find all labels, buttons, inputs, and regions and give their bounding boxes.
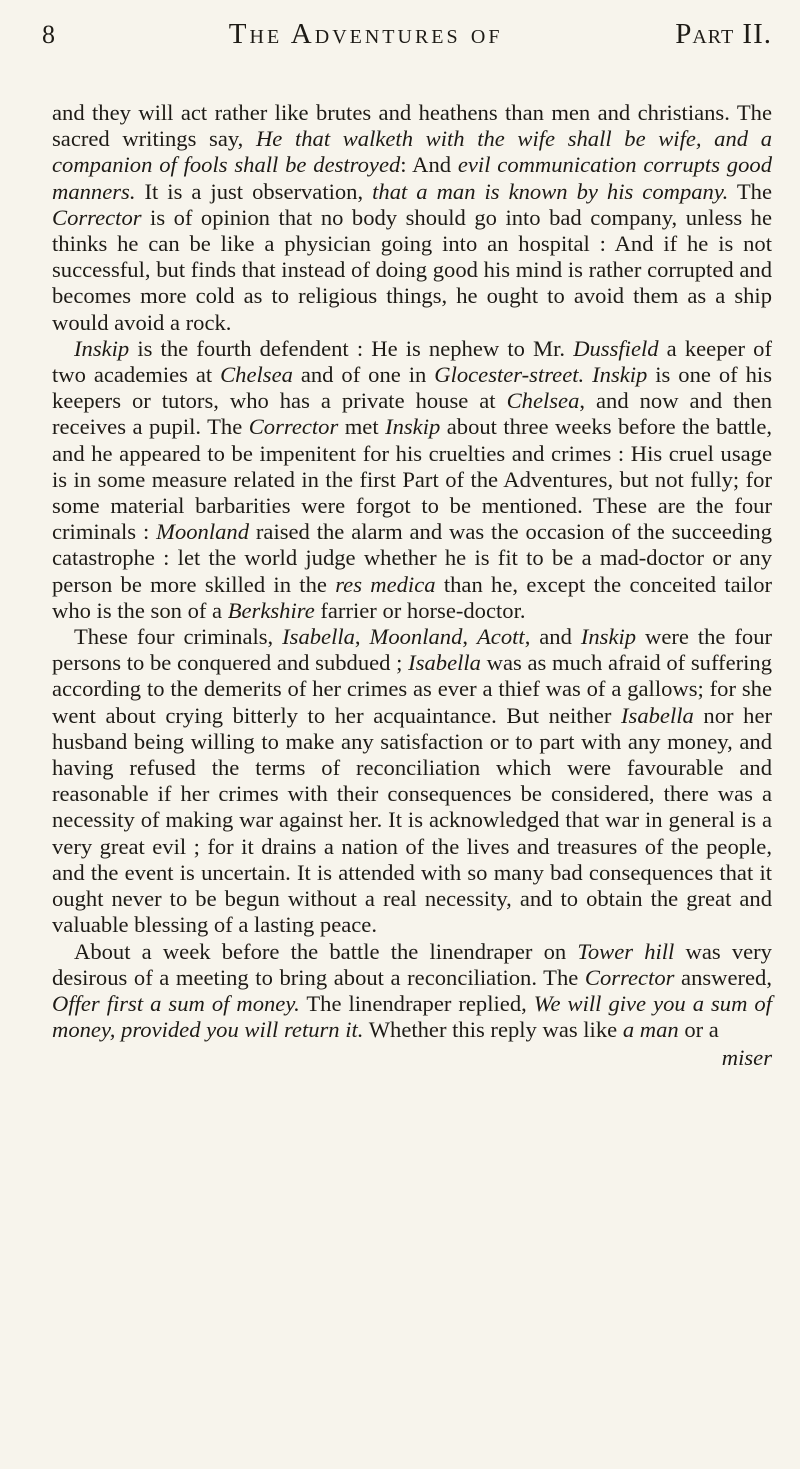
part-label: Part II.: [675, 18, 772, 50]
text-run: nor her husband being willing to make any satisfaction or to part with any money, and having refused the terms of reconciliation which were favourable and reasonable if her crimes with their consequences be considered, there was a necessity of making war against her. It is acknowledged that war in general is a very great evil ; for it drains a nation of the lives and treasures of the people, and the event is uncertain. It is attended with so many bad consequences that it ought never to be begun without a real necessity, and to obtain the great and valuable blessing of a lasting peace.: [52, 702, 772, 938]
catchword: miser: [721, 1045, 772, 1071]
page-number: 8: [42, 20, 56, 49]
body-text: [52, 100, 772, 1043]
text-run: The linendraper replied,: [299, 990, 534, 1016]
running-title: The Adventures of: [228, 18, 503, 50]
italic-text: Corrector: [584, 964, 675, 990]
text-run: raised the alarm and was the occasion of the succeeding catastrophe : let the world judge whether he is fit to be a mad-doctor or any person be more skilled in the: [52, 519, 772, 597]
text-run: was as much afraid of suffering according to the demerits of her crimes as ever a thief was of a gallows; for she went about crying bitterly to her acquaintance. But neither: [52, 650, 773, 728]
italic-text: Isabella: [621, 702, 694, 728]
text-run: , and now and then receives a pupil. The: [52, 388, 773, 440]
italic-text: that a man is known by his company.: [372, 178, 729, 204]
text-run: met: [338, 414, 386, 440]
text-run: or a: [678, 1017, 719, 1043]
italic-text: Moonland: [156, 519, 250, 545]
text-run: ,: [354, 624, 370, 650]
text-run: Whether this reply was like: [363, 1017, 623, 1043]
italic-text: Chelsea: [220, 362, 293, 388]
text-run: and they will act rather like brutes and heathens than men and christians. The sacred writings say,: [52, 100, 772, 152]
text-run: a keeper of two academies at: [52, 335, 772, 388]
italic-text: Dussfield: [573, 335, 659, 361]
italic-text: Chelsea: [506, 388, 580, 414]
italic-text: Berkshire: [227, 597, 315, 623]
text-run: About a week before the battle the linendraper on: [74, 938, 578, 964]
italic-text: Corrector: [248, 414, 339, 440]
italic-text: Glocester-street.: [434, 362, 585, 388]
italic-text: Corrector: [52, 204, 142, 230]
text-run: answered,: [674, 964, 773, 990]
text-run: , and: [524, 624, 581, 650]
italic-text: Offer first a sum of money.: [52, 990, 300, 1016]
italic-text: Inskip: [580, 624, 637, 650]
paragraph: [52, 100, 772, 336]
text-run: than he, except the conceited tailor who is the son of a: [52, 571, 773, 623]
text-run: : And: [400, 152, 458, 178]
italic-text: res medica: [335, 571, 436, 597]
running-head: [42, 18, 772, 62]
italic-text: He that walketh with the wife shall be wife, and a companion of fools shall be destroyed: [52, 126, 772, 178]
italic-text: Inskip: [592, 362, 648, 388]
text-run: It is a just observation,: [135, 178, 373, 204]
paragraph: [52, 939, 772, 1044]
italic-text: Inskip: [74, 335, 130, 361]
text-run: and of one in: [292, 362, 435, 388]
italic-text: a man: [622, 1017, 679, 1043]
text-run: were the four persons to be conquered and subdued ;: [52, 624, 773, 676]
text-run: farrier or horse-doctor.: [314, 597, 526, 623]
text-run: The: [728, 178, 772, 204]
italic-text: evil communication corrupts good manners.: [52, 152, 772, 204]
italic-text: Tower hill: [577, 938, 675, 964]
text-run: These four criminals,: [74, 624, 283, 650]
italic-text: Isabella: [282, 624, 355, 650]
text-run: ,: [462, 624, 477, 650]
italic-text: Acott: [477, 624, 525, 650]
text-run: is of opinion that no body should go into bad company, unless he thinks he can be like a physician going into an hospital : And if he is not successful, but finds that instead of doing good his mind is rather corrupted and becomes more cold as to religious things, he ought to avoid them as a ship would avoid a rock.: [52, 204, 772, 335]
text-run: is one of his keepers or tutors, who has a private house at: [52, 362, 772, 414]
italic-text: We will give you a sum of money, provided you will return it.: [52, 990, 772, 1043]
text-run: was very desirous of a meeting to bring about a reconciliation. The: [52, 938, 772, 990]
paragraph: [52, 624, 772, 938]
paragraph: [52, 336, 772, 624]
italic-text: Isabella: [408, 650, 481, 676]
text-run: [584, 362, 592, 387]
italic-text: Moonland: [369, 624, 463, 650]
italic-text: Inskip: [385, 414, 441, 440]
text-run: is the fourth defendent : He is nephew to Mr.: [129, 335, 574, 361]
text-run: about three weeks before the battle, and he appeared to be impenitent for his cruelties and crimes : His cruel usage is in some measure related in the first Part of the Adventures, but not fully; for some material barbarities were forgot to be mentioned. These are the four criminals :: [52, 414, 773, 545]
